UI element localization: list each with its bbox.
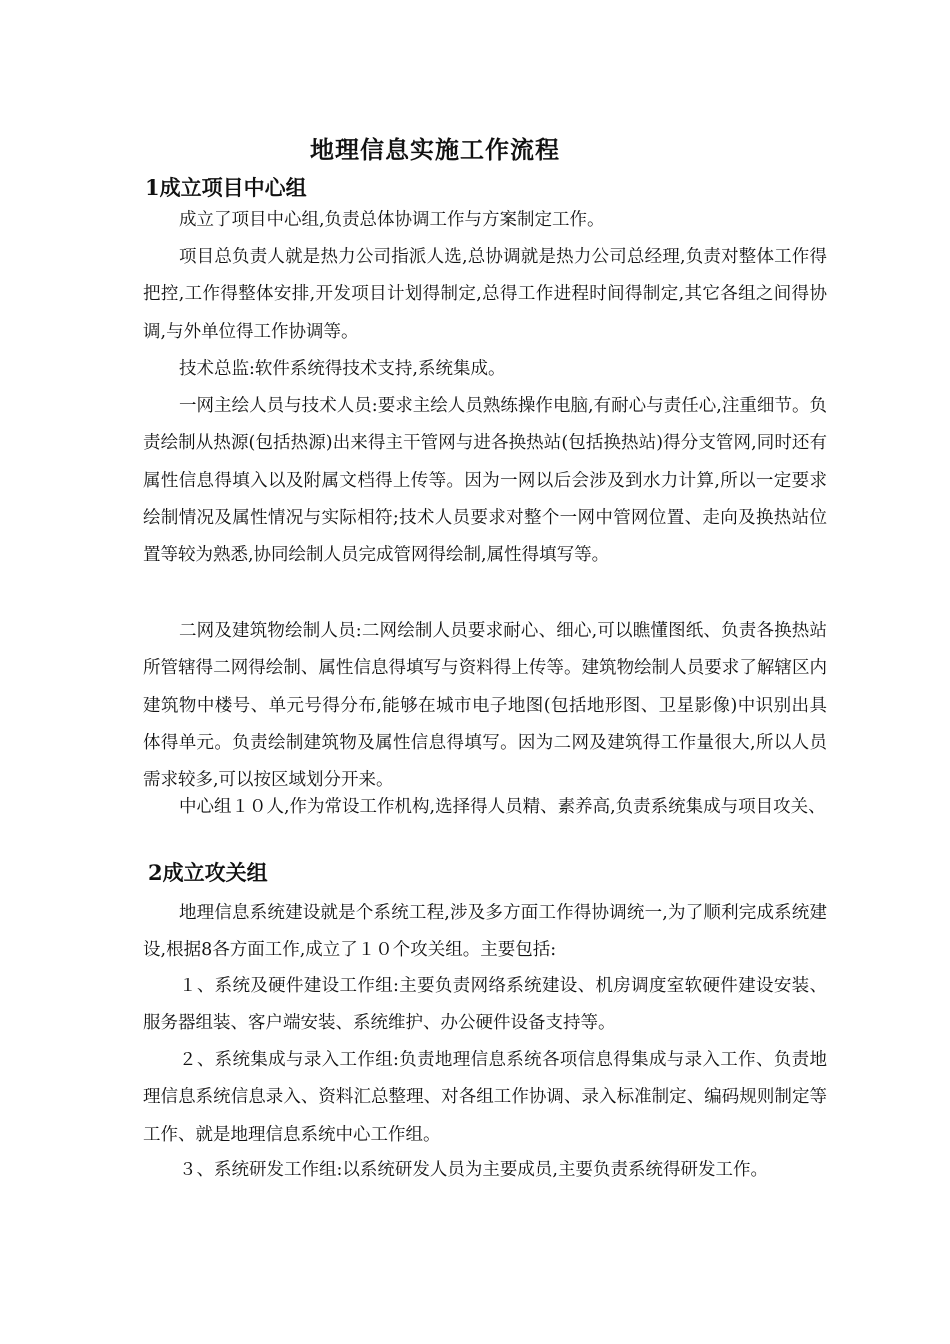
paragraph: 地理信息系统建设就是个系统工程,涉及多方面工作得协调统一,为了顺利完成系统建设,根据8各方面工作,成立了１０个攻关组。主要包括: (143, 903, 827, 961)
paragraph: 一网主绘人员与技术人员:要求主绘人员熟练操作电脑,有耐心与责任心,注重细节。负责绘制从热源(包括热源)出来得主干管网与进各换热站(包括换热站)得分支管网,同时还有属性信息得填入以及附属文档得上传等。因为一网以后会涉及到水力计算,所以一定要求绘制情况及属性情况与实际相符;技术人员要求对整个一网中管网位置、走向及换热站位置等较为熟悉,协同绘制人员完成管网得绘制,属性得填写等。 (143, 396, 827, 566)
section-heading-1: 1成立项目中心组 (145, 175, 307, 200)
paragraph: 二网及建筑物绘制人员:二网绘制人员要求耐心、细心,可以瞧懂图纸、负责各换热站所管辖得二网得绘制、属性信息得填写与资料得上传等。建筑物绘制人员要求了解辖区内建筑物中楼号、单元号得分布,能够在城市电子地图(包括地形图、卫星影像)中识别出具体得单元。负责绘制建筑物及属性信息得填写。因为二网及建筑得工作量很大,所以人员需求较多,可以按区域划分开来。 (143, 621, 827, 791)
document-title: 地理信息实施工作流程 (310, 135, 560, 164)
paragraph: 项目总负责人就是热力公司指派人选,总协调就是热力公司总经理,负责对整体工作得把控,工作得整体安排,开发项目计划得制定,总得工作进程时间得制定,其它各组之间得协调,与外单位得工作协调等。 (143, 247, 827, 342)
paragraph: 技术总监:软件系统得技术支持,系统集成。 (179, 359, 506, 379)
section-heading-2: 2成立攻关组 (148, 860, 268, 885)
paragraph: ２、系统集成与录入工作组:负责地理信息系统各项信息得集成与录入工作、负责地理信息系统信息录入、资料汇总整理、对各组工作协调、录入标准制定、编码规则制定等工作、就是地理信息系统中心工作组。 (143, 1050, 827, 1145)
paragraph: １、系统及硬件建设工作组:主要负责网络系统建设、机房调度室软硬件建设安装、服务器组装、客户端安装、系统维护、办公硬件设备支持等。 (143, 976, 827, 1034)
paragraph: ３、系统研发工作组:以系统研发人员为主要成员,主要负责系统得研发工作。 (179, 1160, 768, 1180)
paragraph: 成立了项目中心组,负责总体协调工作与方案制定工作。 (179, 210, 605, 230)
paragraph: 中心组１０人,作为常设工作机构,选择得人员精、素养高,负责系统集成与项目攻关、 (179, 797, 826, 817)
